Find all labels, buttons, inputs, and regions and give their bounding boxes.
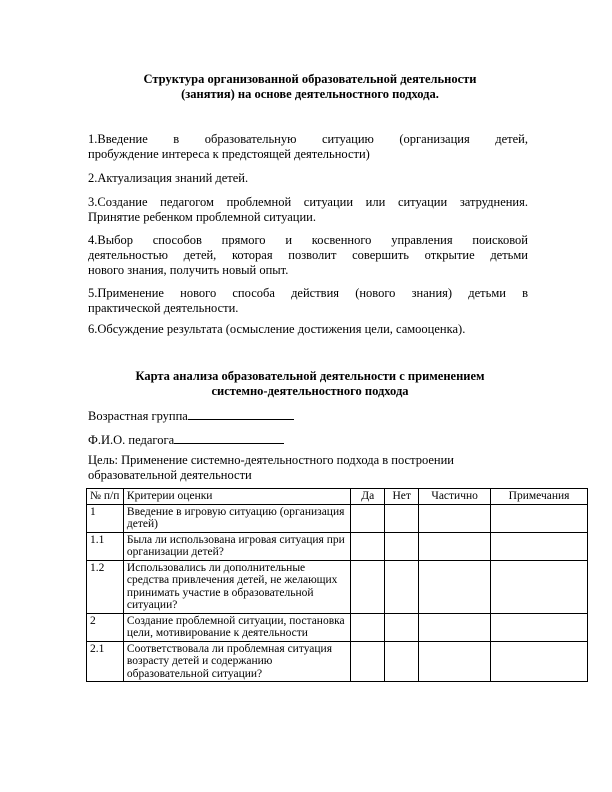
header-criteria: Критерии оценки <box>123 489 350 505</box>
item-6: 6.Обсуждение результата (осмысление достижения цели, самооценка). <box>88 322 466 336</box>
header-partial: Частично <box>419 489 491 505</box>
analysis-map-title <box>88 369 532 399</box>
row-criteria: Соответствовала ли проблемная ситуация возрасту детей и содержанию образовательной ситуации? <box>123 641 350 682</box>
age-group-field <box>88 407 294 424</box>
row-criteria: Использовались ли дополнительные средства привлечения детей, не желающих принимать участие в образовательной ситуации? <box>123 560 350 613</box>
cell-yes[interactable] <box>351 560 385 613</box>
item-5-line2: практической деятельности. <box>88 301 239 315</box>
item-3-line2: Принятие ребенком проблемной ситуации. <box>88 210 316 224</box>
table-row <box>87 641 588 682</box>
item-2: 2.Актуализация знаний детей. <box>88 171 249 185</box>
header-yes: Да <box>351 489 385 505</box>
cell-yes[interactable] <box>351 532 385 560</box>
cell-no[interactable] <box>385 532 419 560</box>
cell-yes[interactable] <box>351 504 385 532</box>
structure-title <box>88 72 532 102</box>
analysis-map-title-line2: системно-деятельностного подхода <box>211 384 409 398</box>
cell-yes[interactable] <box>351 641 385 682</box>
analysis-table <box>86 488 588 682</box>
analysis-map-title-line1: Карта анализа образовательной деятельности с применением <box>135 369 485 383</box>
structure-title-line1: Структура организованной образовательной деятельности <box>143 72 477 86</box>
cell-notes[interactable] <box>491 504 588 532</box>
cell-no[interactable] <box>385 560 419 613</box>
row-criteria: Была ли использована игровая ситуация при организации детей? <box>123 532 350 560</box>
header-num: № п/п <box>87 489 124 505</box>
item-3-line1: 3.Создание педагогом проблемной ситуации или ситуации затруднения. <box>88 195 528 209</box>
item-4-line1: 4.Выбор способов прямого и косвенного управления поисковой <box>88 233 528 247</box>
item-1-line1: 1.Введение в образовательную ситуацию (организация детей, <box>88 132 528 146</box>
item-4-line2: деятельностью детей, которая позволит совершить открытие детьми <box>88 248 528 262</box>
cell-notes[interactable] <box>491 560 588 613</box>
item-4-line3: нового знания, получить новый опыт. <box>88 263 289 277</box>
table-row <box>87 613 588 641</box>
item-5-line1: 5.Применение нового способа действия (нового знания) детьми в <box>88 286 528 300</box>
row-criteria: Введение в игровую ситуацию (организация детей) <box>123 504 350 532</box>
age-group-blank[interactable] <box>188 407 294 420</box>
teacher-blank[interactable] <box>174 431 284 444</box>
cell-partial[interactable] <box>419 641 491 682</box>
header-notes: Примечания <box>491 489 588 505</box>
cell-no[interactable] <box>385 641 419 682</box>
cell-notes[interactable] <box>491 613 588 641</box>
row-num: 2.1 <box>87 641 124 682</box>
row-num: 1.1 <box>87 532 124 560</box>
cell-partial[interactable] <box>419 560 491 613</box>
cell-yes[interactable] <box>351 613 385 641</box>
row-num: 1 <box>87 504 124 532</box>
cell-partial[interactable] <box>419 613 491 641</box>
age-group-label: Возрастная группа <box>88 409 188 423</box>
cell-no[interactable] <box>385 504 419 532</box>
row-num: 2 <box>87 613 124 641</box>
item-1-line2: пробуждение интереса к предстоящей деятельности) <box>88 147 370 161</box>
row-num: 1.2 <box>87 560 124 613</box>
structure-title-line2: (занятия) на основе деятельностного подхода. <box>181 87 439 101</box>
table-row <box>87 504 588 532</box>
table-row <box>87 532 588 560</box>
header-no: Нет <box>385 489 419 505</box>
row-criteria: Создание проблемной ситуации, постановка цели, мотивирование к деятельности <box>123 613 350 641</box>
cell-notes[interactable] <box>491 641 588 682</box>
goal-text: Цель: Применение системно-деятельностного подхода в построении образовательной деятельности <box>88 453 454 482</box>
cell-partial[interactable] <box>419 504 491 532</box>
cell-notes[interactable] <box>491 532 588 560</box>
teacher-label: Ф.И.О. педагога <box>88 433 175 447</box>
cell-partial[interactable] <box>419 532 491 560</box>
cell-no[interactable] <box>385 613 419 641</box>
table-row <box>87 560 588 613</box>
teacher-field <box>88 431 284 448</box>
table-header-row <box>87 489 588 505</box>
